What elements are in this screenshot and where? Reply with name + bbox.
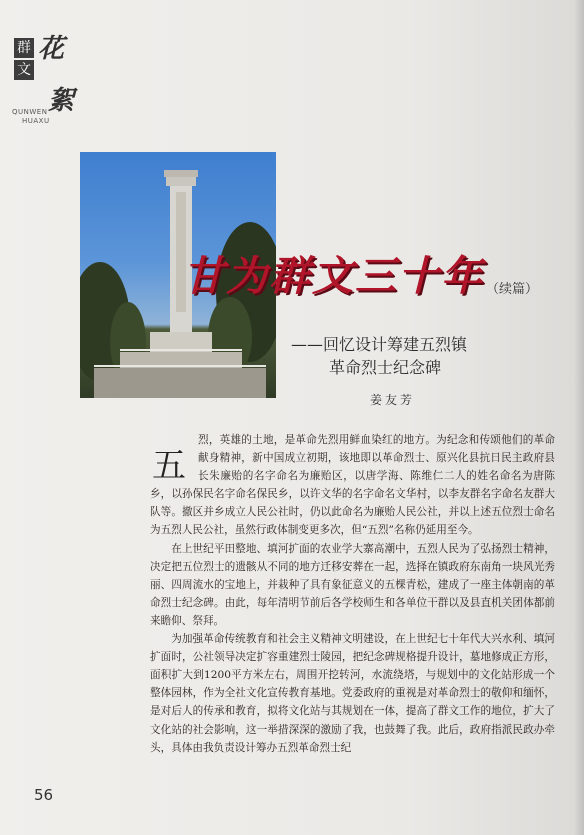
- drop-cap: 五: [152, 446, 186, 486]
- subtitle-line-1: ——回忆设计筹建五烈镇: [291, 335, 468, 354]
- logo-english-line-2: HUAXU: [22, 117, 50, 125]
- subtitle-line-2: 革命烈士纪念碑: [329, 358, 442, 377]
- paragraph-2: 在上世纪平田整地、填河扩面的农业学大寨高潮中，五烈人民为了弘扬烈士精神，决定把五位烈士的遗骸从不同的地方迁移安葬在一起，选择在镇政府东南角一块风光秀丽、四周流水的宝地上，并栽种了具有象征意义的五棵青松，建成了一座主体朝南的革命烈士纪念碑。由此，每年清明节前后各学校师生和各单位干群以及县直机关团体都前来瞻仰、祭拜。: [150, 542, 555, 627]
- paragraph-1: [150, 431, 555, 540]
- paragraph-1-text: 烈，英雄的土地，是革命先烈用鲜血染红的地方。为纪念和传颂他们的革命献身精神，新中国成立初期，该地即以革命烈士、原兴化县抗日民主政府县长朱廉贻的名字命名为廉贻区，以唐学海、陈维仁二人的姓名命名为唐陈乡，以孙保民名字命名保民乡，以许文华的名字命名文华村，以李友群名字命名友群大队等。撤区并乡成立人民公社时，仍以此命名为廉贻人民公社，并以上述五位烈士命名为五烈人民公社，虽然行政体制变更多次，但“五烈”名称仍延用至今。: [150, 434, 555, 537]
- page-number: 56: [34, 786, 54, 804]
- logo-char-large-1: 花: [38, 34, 65, 64]
- paragraph-3: 为加强革命传统教育和社会主义精神文明建设，在上世纪七十年代大兴水利、填河扩面时，公社领导决定扩容重建烈士陵园，把纪念碑规格提升设计，墓地修成正方形，面积扩大到1200平方米左右，周围开挖转河，水流绕塔，与规划中的文化站形成一个整体园林，作为全社文化宣传教育基地。党委政府的重视是对革命烈士的敬仰和缅怀，是对后人的传承和教育，拟将文化站与其规划在一体，提高了群文工作的地位，扩大了文化站的社会影响，这一举措深深的激励了我，也鼓舞了我。此后，政府指派民政办牵头，具体由我负责设计筹办五烈革命烈士纪: [150, 633, 555, 754]
- logo-char-box-1: 群: [14, 38, 34, 58]
- author-name: 姜友芳: [370, 393, 416, 407]
- section-logo: [8, 32, 78, 124]
- page-spine-shadow: [574, 0, 584, 835]
- logo-english-line-1: QUNWEN: [12, 108, 48, 116]
- continuation-label: （续篇）: [486, 282, 539, 297]
- logo-char-large-2: 絮: [48, 86, 75, 116]
- logo-char-box-2: 文: [14, 60, 34, 80]
- article-title: 甘为群文三十年: [183, 252, 484, 300]
- article-body: [150, 431, 555, 757]
